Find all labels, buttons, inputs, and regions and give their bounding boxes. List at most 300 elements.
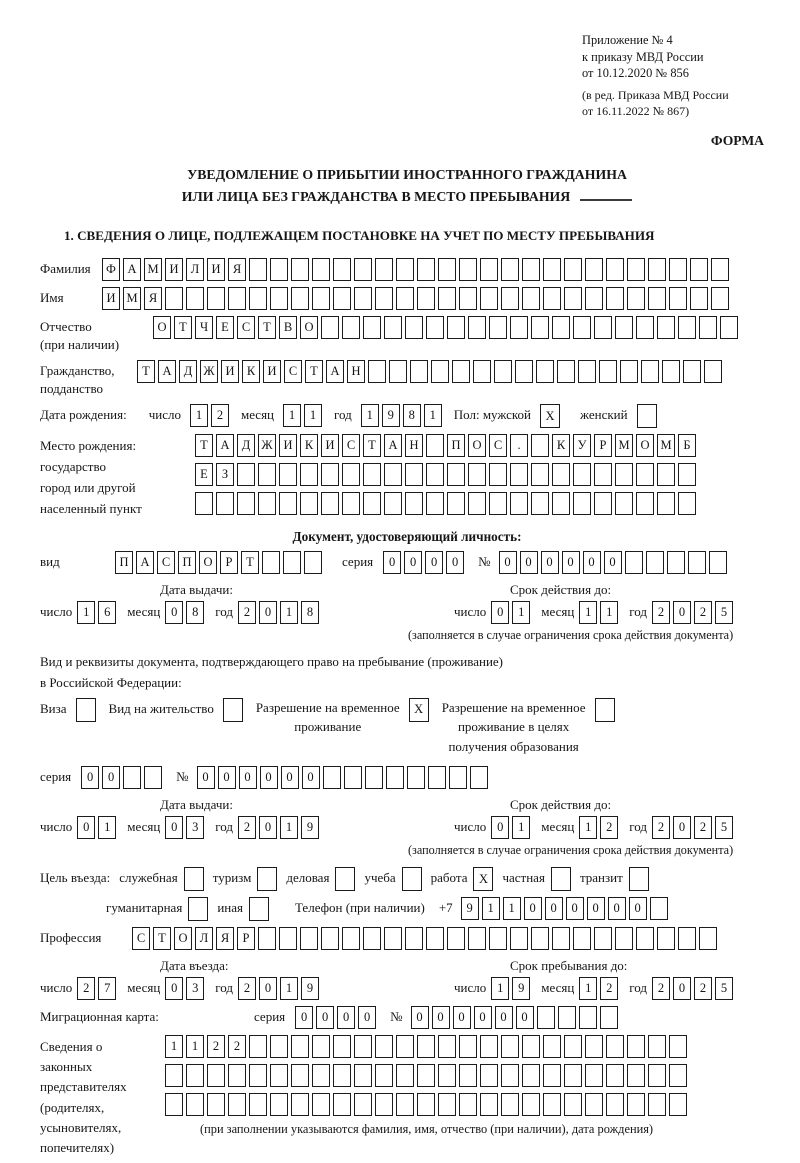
form-cell (552, 492, 570, 515)
form-cell (188, 897, 208, 921)
form-cell: С (284, 360, 302, 383)
form-cell (258, 492, 276, 515)
temp-residence-education-line: Разрешение на временное (441, 699, 586, 715)
purpose-business-checkbox (335, 867, 355, 891)
form-cell (606, 1093, 624, 1116)
form-cell (636, 927, 654, 950)
form-cell (312, 287, 330, 310)
citizenship-label (40, 360, 137, 398)
form-cell (431, 360, 449, 383)
form-cell (480, 1064, 498, 1087)
form-cell (459, 1035, 477, 1058)
form-cell: Р (594, 434, 612, 457)
form-cell: С (157, 551, 175, 574)
birthplace-row1-cells (195, 434, 696, 457)
form-cell (657, 927, 675, 950)
form-cell (558, 1006, 576, 1029)
form-cell (585, 1064, 603, 1087)
form-cell (648, 1064, 666, 1087)
form-cell (489, 463, 507, 486)
form-cell: 1 (98, 816, 116, 839)
representatives-label-line: усыновителях, (40, 1119, 122, 1135)
form-cell (333, 287, 351, 310)
identity-doc-header: Документ, удостоверяющий личность: (292, 529, 522, 545)
option-temp-residence-education (442, 698, 615, 757)
form-cell: 0 (608, 897, 626, 920)
form-cell (323, 766, 341, 789)
form-cell (627, 1093, 645, 1116)
form-cell: X (540, 404, 560, 428)
appendix-line: Приложение № 4 (582, 33, 673, 47)
form-cell: 1 (165, 1035, 183, 1058)
representatives-row2-cells (165, 1064, 687, 1087)
form-cell (606, 1035, 624, 1058)
form-cell (396, 287, 414, 310)
form-cell (438, 258, 456, 281)
form-cell (405, 316, 423, 339)
form-cell (270, 1035, 288, 1058)
form-cell (510, 927, 528, 950)
form-cell (669, 1064, 687, 1087)
form-cell: 1 (512, 816, 530, 839)
form-cell (501, 1093, 519, 1116)
form-cell (438, 1035, 456, 1058)
purpose-other (217, 897, 269, 921)
form-cell (573, 463, 591, 486)
purpose-humanitarian-label: гуманитарная (106, 900, 183, 916)
form-cell (501, 1064, 519, 1087)
issue-day-cells (77, 601, 116, 624)
birthplace-cells (195, 434, 696, 521)
entry-dates (40, 958, 774, 1000)
form-cell (144, 766, 162, 789)
form-cell (678, 463, 696, 486)
form-cell (489, 492, 507, 515)
form-cell: 0 (446, 551, 464, 574)
form-cell: 1 (512, 601, 530, 624)
form-cell (552, 316, 570, 339)
form-cell (375, 1064, 393, 1087)
form-cell: 0 (629, 897, 647, 920)
purpose-official-label: служебная (119, 870, 178, 886)
form-cell (564, 287, 582, 310)
form-cell: 1 (186, 1035, 204, 1058)
validity-note: (заполняется в случае ограничения срока действия документа) (408, 628, 734, 643)
form-cell (279, 927, 297, 950)
form-cell (447, 492, 465, 515)
day-label: число (40, 604, 73, 620)
purpose-other-checkbox (249, 897, 269, 921)
form-cell: 0 (516, 1006, 534, 1029)
form-cell: X (409, 698, 429, 722)
form-cell (573, 927, 591, 950)
form-cell (249, 258, 267, 281)
form-cell: 3 (186, 816, 204, 839)
purpose-humanitarian (106, 897, 208, 921)
birthplace-row2-cells (195, 463, 696, 486)
form-cell (363, 316, 381, 339)
form-cell (291, 1035, 309, 1058)
month-label: месяц (127, 980, 161, 996)
representatives-label-line: (родителях, (40, 1099, 105, 1115)
form-cell (426, 492, 444, 515)
form-cell (291, 287, 309, 310)
form-cell (627, 258, 645, 281)
form-cell (552, 463, 570, 486)
purpose-official-checkbox (184, 867, 204, 891)
purpose-tourism (213, 867, 278, 891)
representatives-row3-cells (165, 1093, 687, 1116)
form-cell: 1 (190, 404, 208, 427)
form-cell (365, 766, 383, 789)
form-cell: 0 (673, 816, 691, 839)
form-cell: 0 (259, 977, 277, 1000)
form-cell (333, 258, 351, 281)
form-cell: О (199, 551, 217, 574)
form-cell: 2 (207, 1035, 225, 1058)
year-label: год (629, 819, 648, 835)
form-cell: С (489, 434, 507, 457)
form-cell: 2 (600, 816, 618, 839)
form-cell: 1 (280, 601, 298, 624)
form-cell: С (342, 434, 360, 457)
citizenship-cells (137, 360, 722, 383)
form-cell (384, 316, 402, 339)
form-cell: 1 (579, 816, 597, 839)
appendix-line: к приказу МВД России (582, 49, 704, 64)
form-cell (279, 492, 297, 515)
migration-number-cells (411, 1006, 618, 1029)
form-cell (300, 492, 318, 515)
month-label: месяц (541, 980, 575, 996)
form-cell: Р (220, 551, 238, 574)
form-cell: 1 (424, 404, 442, 427)
patronymic-label-line2: (при наличии) (40, 336, 120, 352)
doc-number-label: № (478, 554, 491, 570)
form-cell (641, 360, 659, 383)
sex-female-label: женский (580, 407, 628, 423)
form-cell: 0 (453, 1006, 471, 1029)
residence-doc-series-row (40, 766, 774, 789)
stay-month-cells (579, 977, 618, 1000)
form-cell (186, 287, 204, 310)
residence-intro-line2: в Российской Федерации: (40, 674, 182, 690)
migration-card-label: Миграционная карта: (40, 1009, 159, 1025)
form-cell (335, 867, 355, 891)
doc-kind-label: вид (40, 554, 60, 570)
form-cell (270, 258, 288, 281)
form-cell: М (123, 287, 141, 310)
form-cell (368, 360, 386, 383)
form-cell: 1 (491, 977, 509, 1000)
visa-label: Виза (40, 700, 67, 716)
birthplace-label-line: населенный пункт (40, 500, 142, 516)
form-cell (595, 698, 615, 722)
valid-until-header: Срок действия до: (510, 582, 612, 598)
form-cell: 1 (482, 897, 500, 920)
form-cell: 0 (495, 1006, 513, 1029)
purpose-row-2 (40, 897, 774, 921)
purpose-transit (580, 867, 649, 891)
form-cell (690, 258, 708, 281)
form-cell (531, 927, 549, 950)
form-cell: 2 (652, 816, 670, 839)
form-cell: 0 (239, 766, 257, 789)
form-cell (396, 258, 414, 281)
surname-cells (102, 258, 729, 281)
form-cell: 0 (604, 551, 622, 574)
form-cell: 5 (715, 816, 733, 839)
migration-number-label: № (390, 1009, 403, 1025)
form-cell (557, 360, 575, 383)
form-cell (688, 551, 706, 574)
form-cell (564, 1093, 582, 1116)
purpose-private-checkbox (551, 867, 571, 891)
form-cell: 1 (304, 404, 322, 427)
form-cell (270, 1093, 288, 1116)
form-cell (648, 1093, 666, 1116)
form-cell (123, 766, 141, 789)
representatives-row (40, 1035, 774, 1158)
form-cell: Р (237, 927, 255, 950)
form-cell (678, 316, 696, 339)
form-cell (543, 1035, 561, 1058)
form-cell: У (573, 434, 591, 457)
doc-number-cells (499, 551, 727, 574)
form-cell: К (552, 434, 570, 457)
purpose-humanitarian-checkbox (188, 897, 208, 921)
form-cell (165, 1093, 183, 1116)
form-cell: 0 (566, 897, 584, 920)
form-cell: Т (258, 316, 276, 339)
form-cell (636, 492, 654, 515)
form-cell (396, 1093, 414, 1116)
form-cell (480, 1093, 498, 1116)
form-cell (428, 766, 446, 789)
form-cell (207, 1093, 225, 1116)
doc-series-cells (383, 551, 464, 574)
residence-valid-month-cells (579, 816, 618, 839)
form-cell: 0 (583, 551, 601, 574)
form-cell (468, 463, 486, 486)
form-cell: Ф (102, 258, 120, 281)
form-cell (304, 551, 322, 574)
form-cell: К (242, 360, 260, 383)
form-cell (291, 1093, 309, 1116)
representatives-label-line: попечителях) (40, 1139, 115, 1155)
visa-checkbox (76, 698, 96, 722)
form-cell: Т (363, 434, 381, 457)
form-cell (468, 927, 486, 950)
patronymic-row (40, 316, 774, 354)
form-cell (510, 463, 528, 486)
form-cell: А (216, 434, 234, 457)
form-cell: Т (241, 551, 259, 574)
form-cell: П (447, 434, 465, 457)
page-title (40, 164, 774, 209)
form-cell: Д (179, 360, 197, 383)
form-cell: И (321, 434, 339, 457)
form-cell: 0 (411, 1006, 429, 1029)
form-cell: Ж (200, 360, 218, 383)
purpose-tourism-checkbox (257, 867, 277, 891)
form-cell: 0 (81, 766, 99, 789)
form-cell (207, 287, 225, 310)
form-cell (354, 1093, 372, 1116)
phone-cells (461, 897, 668, 920)
form-cell (711, 258, 729, 281)
birthdate-label: Дата рождения: (40, 407, 127, 423)
identity-doc-dates (40, 582, 774, 643)
form-cell (522, 258, 540, 281)
form-cell (76, 698, 96, 722)
form-cell: 2 (694, 601, 712, 624)
form-cell (501, 1035, 519, 1058)
form-cell (300, 927, 318, 950)
form-cell: А (136, 551, 154, 574)
form-cell (480, 258, 498, 281)
doc-kind-cells (115, 551, 322, 574)
form-cell (522, 1093, 540, 1116)
form-cell (354, 1064, 372, 1087)
purpose-study-checkbox (402, 867, 422, 891)
purpose-transit-checkbox (629, 867, 649, 891)
form-cell: Л (186, 258, 204, 281)
stay-year-cells (652, 977, 733, 1000)
form-cell (426, 927, 444, 950)
form-cell (312, 1093, 330, 1116)
form-cell (627, 287, 645, 310)
migration-series-cells (295, 1006, 376, 1029)
revision-line: от 16.11.2022 № 867) (582, 103, 690, 118)
form-cell (417, 258, 435, 281)
form-cell: И (165, 258, 183, 281)
title-line-1: УВЕДОМЛЕНИЕ О ПРИБЫТИИ ИНОСТРАННОГО ГРАЖДАНИНА (187, 166, 627, 182)
form-cell (452, 360, 470, 383)
form-cell (662, 360, 680, 383)
name-label: Имя (40, 289, 64, 305)
purpose-private (502, 867, 570, 891)
form-cell (615, 316, 633, 339)
stay-until-header: Срок пребывания до: (510, 958, 628, 974)
form-cell (594, 463, 612, 486)
form-cell (579, 1006, 597, 1029)
form-cell: 0 (358, 1006, 376, 1029)
form-cell (237, 492, 255, 515)
form-cell: 0 (281, 766, 299, 789)
form-cell (552, 927, 570, 950)
form-cell (606, 287, 624, 310)
form-cell (648, 1035, 666, 1058)
title-line-2: ИЛИ ЛИЦА БЕЗ ГРАЖДАНСТВА В МЕСТО ПРЕБЫВАНИЯ (40, 186, 774, 208)
form-cell (510, 492, 528, 515)
issue-date-header: Дата выдачи: (160, 582, 234, 598)
form-cell (470, 766, 488, 789)
form-cell (438, 287, 456, 310)
form-cell (389, 360, 407, 383)
month-label: месяц (541, 604, 575, 620)
form-cell: А (123, 258, 141, 281)
purpose-label: Цель въезда: (40, 870, 111, 886)
form-cell: И (102, 287, 120, 310)
form-cell (522, 1064, 540, 1087)
form-cell (321, 927, 339, 950)
form-cell: П (178, 551, 196, 574)
form-cell (531, 434, 549, 457)
form-cell: Т (195, 434, 213, 457)
form-cell: Я (228, 258, 246, 281)
form-cell (426, 316, 444, 339)
form-cell (165, 1064, 183, 1087)
appendix-block (40, 32, 774, 119)
form-cell (536, 360, 554, 383)
form-cell (291, 1064, 309, 1087)
form-cell (396, 1035, 414, 1058)
purpose-tourism-label: туризм (212, 870, 252, 886)
form-cell: 0 (425, 551, 443, 574)
validity-note: (заполняется в случае ограничения срока действия документа) (408, 843, 734, 858)
year-label: год (629, 604, 648, 620)
surname-label: Фамилия (40, 260, 91, 276)
sex-label: Пол: мужской (453, 407, 532, 423)
purpose-business-label: деловая (286, 870, 330, 886)
form-cell (669, 287, 687, 310)
form-cell (606, 258, 624, 281)
form-cell: С (237, 316, 255, 339)
form-cell: А (326, 360, 344, 383)
residence-permit-label: Вид на жительство (108, 700, 214, 716)
form-cell (573, 492, 591, 515)
form-cell: 5 (715, 977, 733, 1000)
sex-male-checkbox (540, 404, 560, 428)
form-cell (342, 463, 360, 486)
form-cell: 0 (77, 816, 95, 839)
form-cell (585, 258, 603, 281)
day-label: число (454, 819, 487, 835)
residence-issue-day-cells (77, 816, 116, 839)
form-cell: 0 (383, 551, 401, 574)
form-cell (585, 1035, 603, 1058)
birthdate-row (40, 404, 774, 428)
profession-row (40, 927, 774, 950)
month-label: месяц (127, 819, 161, 835)
form-cell (537, 1006, 555, 1029)
form-cell (447, 927, 465, 950)
purpose-study-label: учеба (364, 870, 396, 886)
form-cell (615, 927, 633, 950)
form-cell: 0 (302, 766, 320, 789)
form-cell (354, 287, 372, 310)
form-cell (249, 1035, 267, 1058)
form-cell (627, 1035, 645, 1058)
form-cell: Т (305, 360, 323, 383)
form-cell (283, 551, 301, 574)
form-cell: 2 (694, 816, 712, 839)
form-cell: X (473, 867, 493, 891)
phone-label: Телефон (при наличии) (294, 900, 425, 916)
form-cell (321, 463, 339, 486)
form-cell (459, 287, 477, 310)
form-cell: Е (216, 316, 234, 339)
purpose-work-checkbox (473, 867, 493, 891)
title-underline (580, 199, 632, 201)
form-cell (333, 1035, 351, 1058)
form-cell: 2 (77, 977, 95, 1000)
form-cell (363, 492, 381, 515)
form-cell: 0 (295, 1006, 313, 1029)
form-cell: М (615, 434, 633, 457)
form-cell: 1 (280, 977, 298, 1000)
